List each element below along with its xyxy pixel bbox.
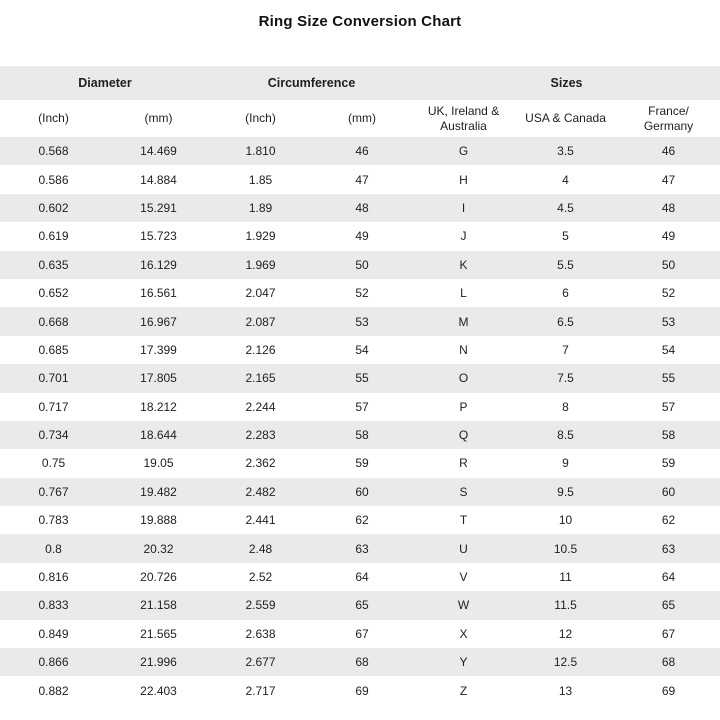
table-cell: Q	[458, 428, 469, 443]
table-cell: 2.047	[245, 286, 276, 301]
table-cell: 55	[355, 371, 369, 386]
table-cell: 50	[661, 257, 676, 272]
table-cell: 8.5	[557, 428, 574, 443]
table-cell: 65	[355, 598, 369, 613]
table-row	[0, 648, 720, 676]
table-row	[0, 591, 720, 619]
table-cell: H	[459, 172, 468, 187]
table-cell: 2.48	[248, 541, 273, 556]
table-cell: 7	[562, 342, 569, 357]
table-cell: 5	[562, 229, 569, 244]
table-cell: 0.8	[45, 541, 62, 556]
table-cell: 0.619	[38, 229, 69, 244]
table-row	[0, 478, 720, 506]
table-cell: N	[459, 342, 468, 357]
table-cell: 54	[355, 342, 369, 357]
table-cell: 12	[558, 626, 573, 641]
table-cell: 1.89	[248, 200, 273, 215]
table-cell: S	[459, 484, 468, 499]
table-cell: 64	[355, 570, 369, 585]
table-cell: 2.559	[245, 598, 276, 613]
table-cell: W	[457, 598, 470, 613]
table-cell: 52	[355, 286, 369, 301]
table-row	[0, 393, 720, 421]
sub-header-row	[0, 100, 720, 137]
table-cell: 0.816	[38, 570, 69, 585]
table-cell: 0.75	[41, 456, 66, 471]
table-cell: 2.677	[245, 655, 276, 670]
table-cell: 4	[562, 172, 569, 187]
table-row	[0, 449, 720, 477]
column-header-usa-canada: USA & Canada	[514, 100, 617, 137]
table-cell: 53	[661, 314, 676, 329]
table-cell: 69	[355, 683, 369, 698]
table-cell: 53	[355, 314, 369, 329]
table-cell: 0.668	[38, 314, 69, 329]
table-cell: 6	[562, 286, 569, 301]
table-cell: 18.644	[140, 428, 177, 443]
table-cell: 62	[661, 513, 676, 528]
table-row	[0, 620, 720, 648]
table-cell: 1.929	[245, 229, 276, 244]
table-cell: 21.158	[140, 598, 177, 613]
table-cell: 13	[558, 683, 573, 698]
column-header-diameter-mm: (mm)	[107, 100, 210, 137]
table-cell: 2.717	[245, 683, 276, 698]
column-header-uk-ireland-australia: UK, Ireland & Australia	[413, 100, 514, 137]
table-cell: T	[459, 513, 468, 528]
table-cell: 1.85	[248, 172, 273, 187]
table-row	[0, 563, 720, 591]
table-cell: 3.5	[557, 144, 574, 159]
table-cell: L	[460, 286, 467, 301]
table-body	[0, 137, 720, 705]
table-cell: U	[459, 541, 468, 556]
table-cell: 50	[355, 257, 369, 272]
group-header-circumference: Circumference	[210, 66, 413, 100]
table-cell: 17.805	[140, 371, 177, 386]
table-cell: 20.32	[143, 541, 174, 556]
table-cell: 10	[558, 513, 573, 528]
table-cell: 1.810	[245, 144, 276, 159]
column-header-circumference-inch: (Inch)	[210, 100, 311, 137]
table-cell: 52	[661, 286, 676, 301]
table-row	[0, 364, 720, 392]
table-cell: 0.783	[38, 513, 69, 528]
table-cell: 59	[355, 456, 369, 471]
table-cell: 47	[355, 172, 369, 187]
table-row	[0, 194, 720, 222]
table-cell: 58	[355, 428, 369, 443]
table-cell: 2.441	[245, 513, 276, 528]
table-cell: 64	[661, 570, 676, 585]
table-cell: 2.126	[245, 342, 276, 357]
table-row	[0, 506, 720, 534]
table-cell: 20.726	[140, 570, 177, 585]
page-title: Ring Size Conversion Chart	[258, 13, 462, 30]
table-cell: 0.701	[38, 371, 69, 386]
table-cell: 0.849	[38, 626, 69, 641]
table-cell: 11.5	[554, 598, 577, 613]
table-cell: 65	[661, 598, 676, 613]
table-row	[0, 307, 720, 335]
table-cell: 17.399	[140, 342, 177, 357]
table-cell: 8	[562, 399, 569, 414]
table-row	[0, 165, 720, 193]
table-cell: 63	[355, 541, 369, 556]
table-cell: 2.087	[245, 314, 276, 329]
table-cell: V	[459, 570, 468, 585]
table-cell: 0.602	[38, 200, 69, 215]
table-cell: 2.165	[245, 371, 276, 386]
table-cell: 16.967	[140, 314, 177, 329]
table-cell: 0.866	[38, 655, 69, 670]
table-cell: 19.05	[143, 456, 174, 471]
table-cell: 2.362	[245, 456, 276, 471]
table-cell: 10.5	[553, 541, 578, 556]
table-cell: K	[459, 257, 468, 272]
table-header	[0, 66, 720, 137]
table-cell: 47	[661, 172, 676, 187]
ring-size-conversion-table	[0, 66, 720, 705]
table-cell: 7.5	[557, 371, 574, 386]
table-cell: 14.469	[140, 144, 177, 159]
table-cell: 54	[661, 342, 676, 357]
table-row	[0, 137, 720, 165]
table-cell: 9.5	[557, 484, 574, 499]
table-cell: Z	[459, 683, 468, 698]
table-cell: 69	[661, 683, 676, 698]
title-bar	[0, 0, 720, 66]
table-row	[0, 279, 720, 307]
table-cell: 63	[661, 541, 676, 556]
table-cell: 0.568	[38, 144, 69, 159]
table-cell: R	[459, 456, 468, 471]
column-header-diameter-inch: (Inch)	[0, 100, 107, 137]
table-cell: 68	[661, 655, 676, 670]
table-cell: 0.685	[38, 342, 69, 357]
table-cell: 0.882	[38, 683, 69, 698]
table-cell: 49	[661, 229, 676, 244]
table-cell: O	[458, 371, 469, 386]
group-header-sizes: Sizes	[413, 66, 720, 100]
table-cell: 0.833	[38, 598, 69, 613]
table-cell: I	[461, 200, 466, 215]
table-cell: 6.5	[557, 314, 574, 329]
table-row	[0, 336, 720, 364]
column-header-france-germany: France/ Germany	[617, 100, 720, 137]
table-cell: 12.5	[553, 655, 578, 670]
table-cell: 16.129	[140, 257, 177, 272]
table-cell: 0.734	[38, 428, 69, 443]
table-cell: 22.403	[140, 683, 177, 698]
table-cell: 57	[355, 399, 369, 414]
table-cell: 46	[355, 144, 369, 159]
group-header-row	[0, 66, 720, 100]
table-cell: 0.767	[38, 484, 69, 499]
table-cell: 2.283	[245, 428, 276, 443]
table-cell: 15.723	[140, 229, 177, 244]
table-cell: 0.635	[38, 257, 69, 272]
table-cell: 67	[661, 626, 676, 641]
table-cell: 1.969	[245, 257, 276, 272]
table-cell: 0.717	[38, 399, 69, 414]
group-header-diameter: Diameter	[0, 66, 210, 100]
table-cell: X	[459, 626, 468, 641]
table-cell: 14.884	[140, 172, 177, 187]
table-cell: 15.291	[140, 200, 177, 215]
table-cell: 4.5	[557, 200, 574, 215]
table-cell: 18.212	[140, 399, 177, 414]
table-cell: 46	[661, 144, 676, 159]
table-cell: 0.586	[38, 172, 69, 187]
table-cell: 2.244	[245, 399, 276, 414]
table-cell: G	[458, 144, 469, 159]
column-header-circumference-mm: (mm)	[311, 100, 413, 137]
table-row	[0, 676, 720, 704]
table-cell: P	[459, 399, 468, 414]
table-cell: 2.638	[245, 626, 276, 641]
table-row	[0, 251, 720, 279]
table-cell: 59	[661, 456, 676, 471]
table-cell: 9	[562, 456, 569, 471]
table-cell: 49	[355, 229, 369, 244]
table-cell: 5.5	[557, 257, 574, 272]
table-cell: 2.482	[245, 484, 276, 499]
table-cell: 55	[661, 371, 676, 386]
table-cell: 11	[559, 570, 572, 585]
table-row	[0, 222, 720, 250]
table-row	[0, 534, 720, 562]
table-cell: 2.52	[248, 570, 273, 585]
table-cell: 21.996	[140, 655, 177, 670]
table-cell: 16.561	[140, 286, 177, 301]
table-cell: 62	[355, 513, 369, 528]
table-cell: 67	[355, 626, 369, 641]
table-cell: 19.888	[140, 513, 177, 528]
table-cell: 58	[661, 428, 676, 443]
table-cell: M	[458, 314, 469, 329]
table-cell: 60	[661, 484, 676, 499]
table-cell: 21.565	[140, 626, 177, 641]
table-cell: 0.652	[38, 286, 69, 301]
table-cell: 48	[355, 200, 369, 215]
table-cell: J	[460, 229, 467, 244]
table-cell: 57	[661, 399, 676, 414]
table-cell: 19.482	[140, 484, 177, 499]
table-cell: 48	[661, 200, 676, 215]
table-cell: 60	[355, 484, 369, 499]
table-row	[0, 421, 720, 449]
table-cell: 68	[355, 655, 369, 670]
table-cell: Y	[459, 655, 468, 670]
